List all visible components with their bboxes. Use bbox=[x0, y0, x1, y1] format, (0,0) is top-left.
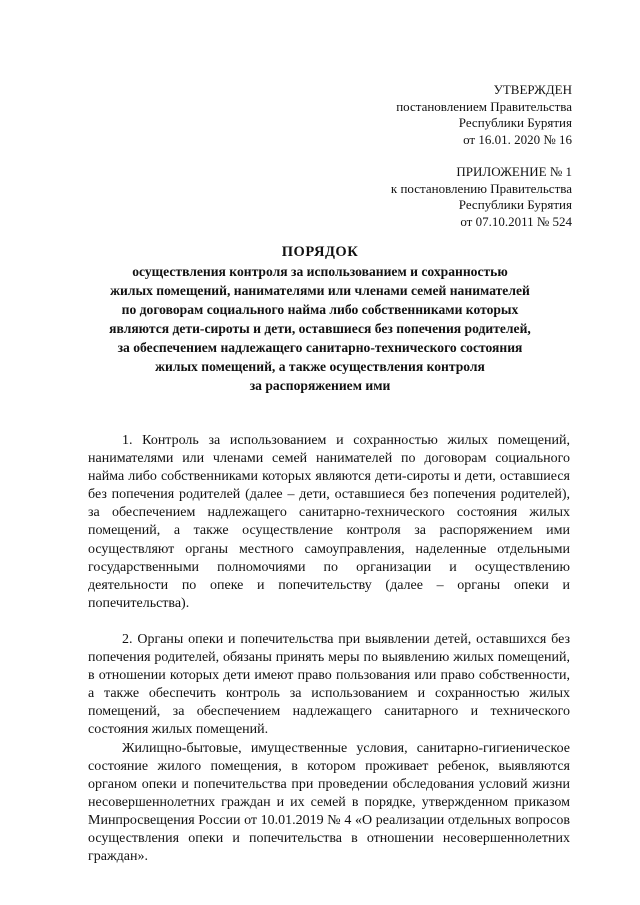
approval-heading: УТВЕРЖДЕН bbox=[493, 82, 572, 97]
paragraph-3: Жилищно-бытовые, имущественные условия, санитарно-гигиеническое состояние жилого помещения, в котором проживает ребенок, выявляются органом опеки и попечительства при проведении обследования условий жизни несовершеннолетних граждан и их семей в порядке, утвержденном приказом Минпросвещения России от 10.01.2019 № 4 «О реализации отдельных вопросов осуществления опеки и попечительства в отношении несовершеннолетних граждан». bbox=[88, 740, 570, 865]
paragraph-1: 1. Контроль за использованием и сохранностью жилых помещений, нанимателями или членами семей нанимателей по договорам социального найма либо собственниками которых являются дети-сироты и дети, оставшиеся без попечения родителей (далее – дети, оставшиеся без попечения родителей), за обеспечением надлежащего санитарно-технического состояния жилых помещений, а также осуществление контроля за распоряжением ими осуществляют органы местного самоуправления, наделенные отдельными государственными полномочиями по организации и осуществлению деятельности по опеке и попечительству (далее – органы опеки и попечительства). bbox=[88, 433, 570, 611]
title-line: жилых помещений, а также осуществления контроля bbox=[155, 359, 485, 374]
title-line: за распоряжением ими bbox=[249, 378, 391, 393]
appendix-line: Республики Бурятия bbox=[458, 197, 572, 212]
title-line: по договорам социального найма либо собственниками которых bbox=[121, 302, 519, 317]
approval-stamp bbox=[252, 82, 572, 230]
title-line: являются дети-сироты и дети, оставшиеся без попечения родителей, bbox=[109, 321, 531, 336]
title-line: жилых помещений, нанимателями или членами семей нанимателей bbox=[110, 283, 530, 298]
document-title bbox=[70, 242, 570, 395]
title-line: осуществления контроля за использованием и сохранностью bbox=[132, 264, 508, 279]
approval-line: Республики Бурятия bbox=[458, 115, 572, 130]
title-line: за обеспечением надлежащего санитарно-технического состояния bbox=[117, 340, 523, 355]
document-body bbox=[88, 432, 570, 866]
appendix-date: от 07.10.2011 № 524 bbox=[460, 213, 572, 229]
title-main: ПОРЯДОК bbox=[281, 244, 359, 260]
appendix-line: к постановлению Правительства bbox=[390, 180, 572, 196]
appendix-heading: ПРИЛОЖЕНИЕ № 1 bbox=[456, 164, 572, 179]
approval-line: постановлением Правительства bbox=[396, 98, 572, 114]
approval-date: от 16.01. 2020 № 16 bbox=[463, 131, 572, 147]
paragraph-2: 2. Органы опеки и попечительства при выявлении детей, оставшихся без попечения родителей, обязаны принять меры по выявлению жилых помещений, в отношении которых дети имеют право пользования или право собственности, а также обеспечить контроль за использованием и сохранностью жилых помещений, за обеспечением надлежащего санитарного и технического состояния жилых помещений. bbox=[88, 631, 570, 738]
